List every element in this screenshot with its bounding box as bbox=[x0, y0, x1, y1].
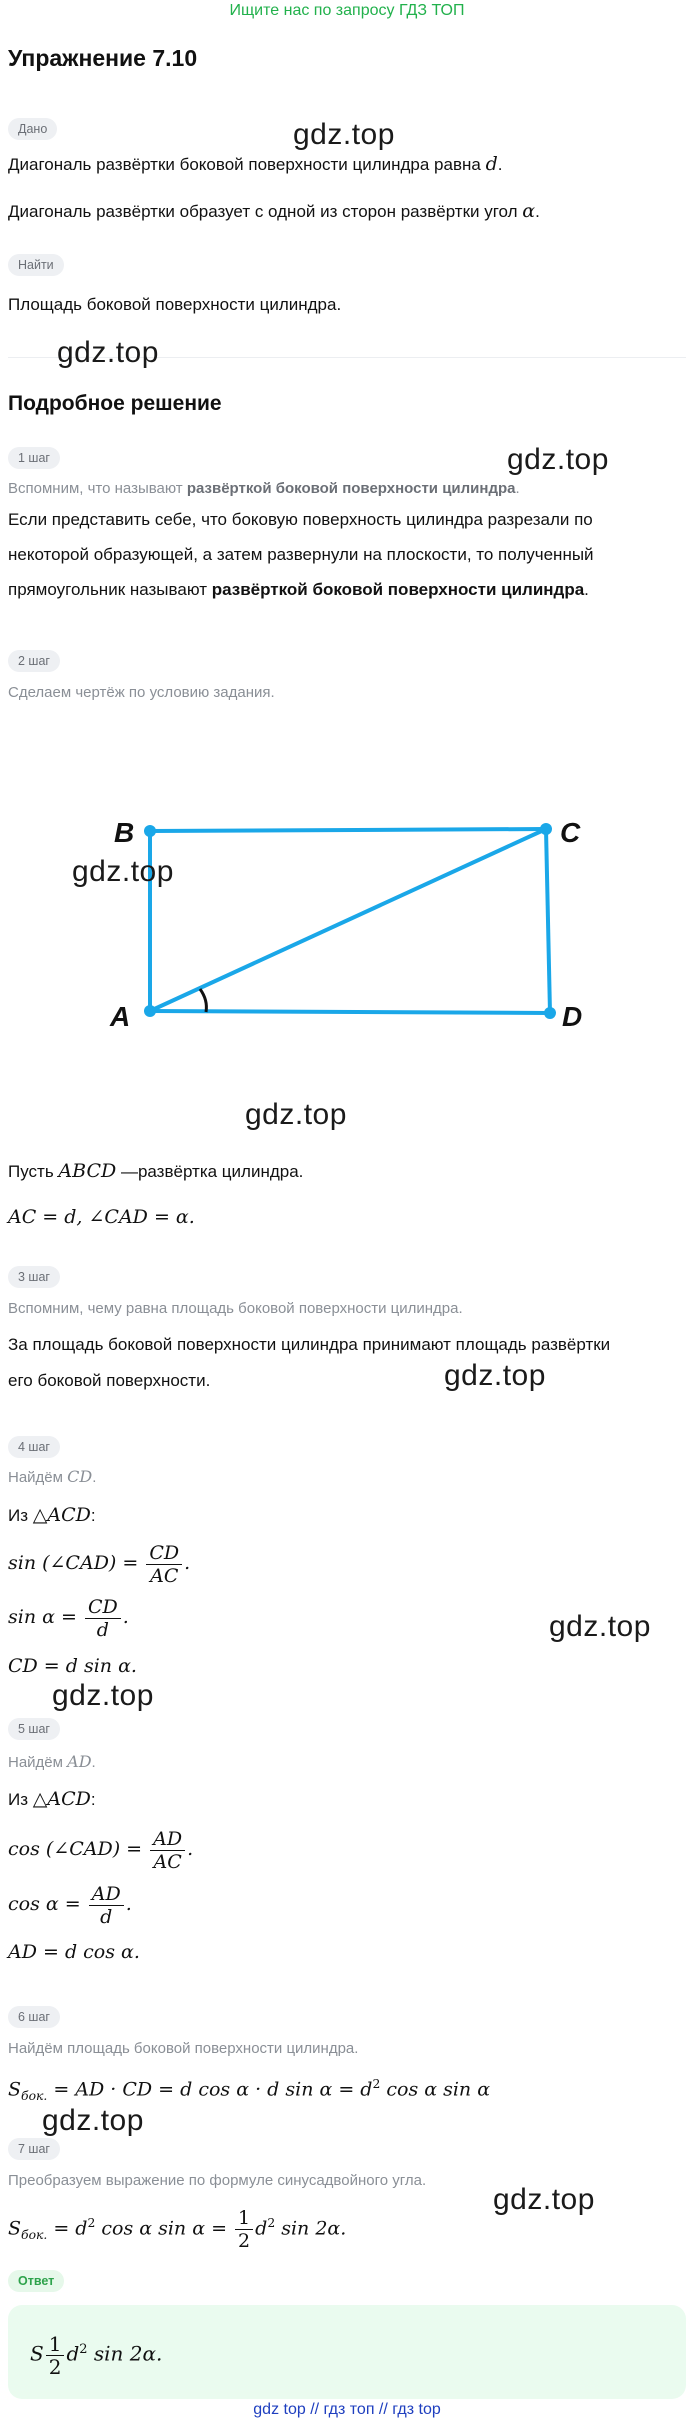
watermark: gdz.top bbox=[245, 1098, 347, 1131]
footer-links[interactable]: gdz top // гдз топ // гдз top bbox=[253, 2401, 441, 2418]
given-badge: Дано bbox=[8, 118, 57, 140]
step-2-badge: 2 шаг bbox=[8, 650, 60, 672]
watermark: gdz.top bbox=[42, 2104, 144, 2137]
angle-arc bbox=[200, 989, 206, 1012]
step-6-formula: $S_{бок.}$ = AD · CD = d cos α · d $\sin \alpha = d^2$ cos α sin α bbox=[8, 2077, 491, 2104]
step-2-text: Пусть ABCD —развёртка цилиндра. bbox=[8, 1160, 304, 1182]
step-6-badge: 6 шаг bbox=[8, 2006, 60, 2028]
step-4-formula-1: sin (∠CAD) = $\frac{CD}{AC}$ . bbox=[8, 1541, 191, 1587]
step-1-badge: 1 шаг bbox=[8, 447, 60, 469]
point-d bbox=[544, 1007, 556, 1019]
label-b: B bbox=[114, 817, 135, 848]
point-a bbox=[144, 1005, 156, 1017]
rectangle-figure bbox=[0, 800, 694, 1060]
step-5-hint: Найдём AD. bbox=[8, 1752, 96, 1771]
label-a: A bbox=[110, 1001, 131, 1032]
watermark: gdz.top bbox=[549, 1610, 651, 1643]
answer-formula: S $\frac{1}{2}$ $d^2$ sin 2α. bbox=[30, 2331, 163, 2379]
answer-badge: Ответ bbox=[8, 2270, 64, 2292]
step-5-formula-2: cos α = $\frac{AD}{d}$ . bbox=[8, 1882, 132, 1928]
step-5-from: Из △ACD: bbox=[8, 1788, 96, 1810]
step-1-text-line-3: прямоугольник называют развёрткой боковой поверхности цилиндра. bbox=[8, 580, 589, 599]
find-text: Площадь боковой поверхности цилиндра. bbox=[8, 295, 342, 314]
watermark: gdz.top bbox=[507, 443, 609, 476]
step-3-text-line-2: его боковой поверхности. bbox=[8, 1371, 211, 1390]
watermark: gdz.top bbox=[57, 336, 159, 369]
step-2-hint: Сделаем чертёж по условию задания. bbox=[8, 684, 275, 701]
given-line-1: Диагональ развёртки боковой поверхности цилиндра равна d. bbox=[8, 153, 503, 175]
page-title: Упражнение 7.10 bbox=[8, 45, 198, 71]
watermark: gdz.top bbox=[72, 855, 174, 888]
step-4-from: Из △ACD: bbox=[8, 1504, 96, 1526]
watermark: gdz.top bbox=[52, 1679, 154, 1712]
step-1-text-line-1: Если представить себе, что боковую поверхность цилиндра разрезали по bbox=[8, 510, 593, 529]
label-c: C bbox=[560, 817, 581, 848]
top-search-link[interactable]: Ищите нас по запросу ГДЗ ТОП bbox=[229, 2, 465, 19]
diagonal-ac bbox=[150, 829, 546, 1011]
step-4-formula-2: sin α = $\frac{CD}{d}$ . bbox=[8, 1595, 129, 1641]
step-4-formula-3: CD = d sin α. bbox=[8, 1655, 137, 1677]
step-5-formula-1: cos (∠CAD) = $\frac{AD}{AC}$ . bbox=[8, 1827, 194, 1873]
step-1-hint: Вспомним, что называют развёрткой боковой поверхности цилиндра. bbox=[8, 480, 520, 497]
solution-title: Подробное решение bbox=[8, 392, 222, 415]
step-6-hint: Найдём площадь боковой поверхности цилиндра. bbox=[8, 2040, 359, 2057]
side-cd bbox=[546, 829, 550, 1013]
step-5-formula-3: AD = d cos α. bbox=[8, 1941, 140, 1963]
step-2-formula: AC = d, ∠CAD = α. bbox=[8, 1206, 195, 1228]
step-5-badge: 5 шаг bbox=[8, 1718, 60, 1740]
side-bc bbox=[150, 829, 546, 831]
step-7-formula: $S_{бок.} = d^2$ cos α sin α = $\frac{1}{2}$ $d^2$ sin 2α. bbox=[8, 2206, 347, 2252]
step-1-text-line-2: некоторой образующей, а затем развернули на плоскости, то полученный bbox=[8, 545, 594, 564]
find-badge: Найти bbox=[8, 254, 64, 276]
watermark: gdz.top bbox=[293, 118, 395, 151]
point-b bbox=[144, 825, 156, 837]
step-7-badge: 7 шаг bbox=[8, 2138, 60, 2160]
given-line-2: Диагональ развёртки образует с одной из сторон развёртки угол α. bbox=[8, 200, 540, 222]
step-3-badge: 3 шаг bbox=[8, 1266, 60, 1288]
label-d: D bbox=[562, 1001, 583, 1032]
answer-box bbox=[8, 2305, 686, 2399]
step-3-hint: Вспомним, чему равна площадь боковой поверхности цилиндра. bbox=[8, 1300, 463, 1317]
step-3-text-line-1: За площадь боковой поверхности цилиндра принимают площадь развёртки bbox=[8, 1335, 611, 1354]
point-c bbox=[540, 823, 552, 835]
watermark: gdz.top bbox=[493, 2183, 595, 2216]
side-ad bbox=[150, 1011, 550, 1013]
step-7-hint: Преобразуем выражение по формуле синусадвойного угла. bbox=[8, 2172, 427, 2189]
step-4-badge: 4 шаг bbox=[8, 1436, 60, 1458]
watermark: gdz.top bbox=[444, 1359, 546, 1392]
step-4-hint: Найдём CD. bbox=[8, 1467, 97, 1486]
